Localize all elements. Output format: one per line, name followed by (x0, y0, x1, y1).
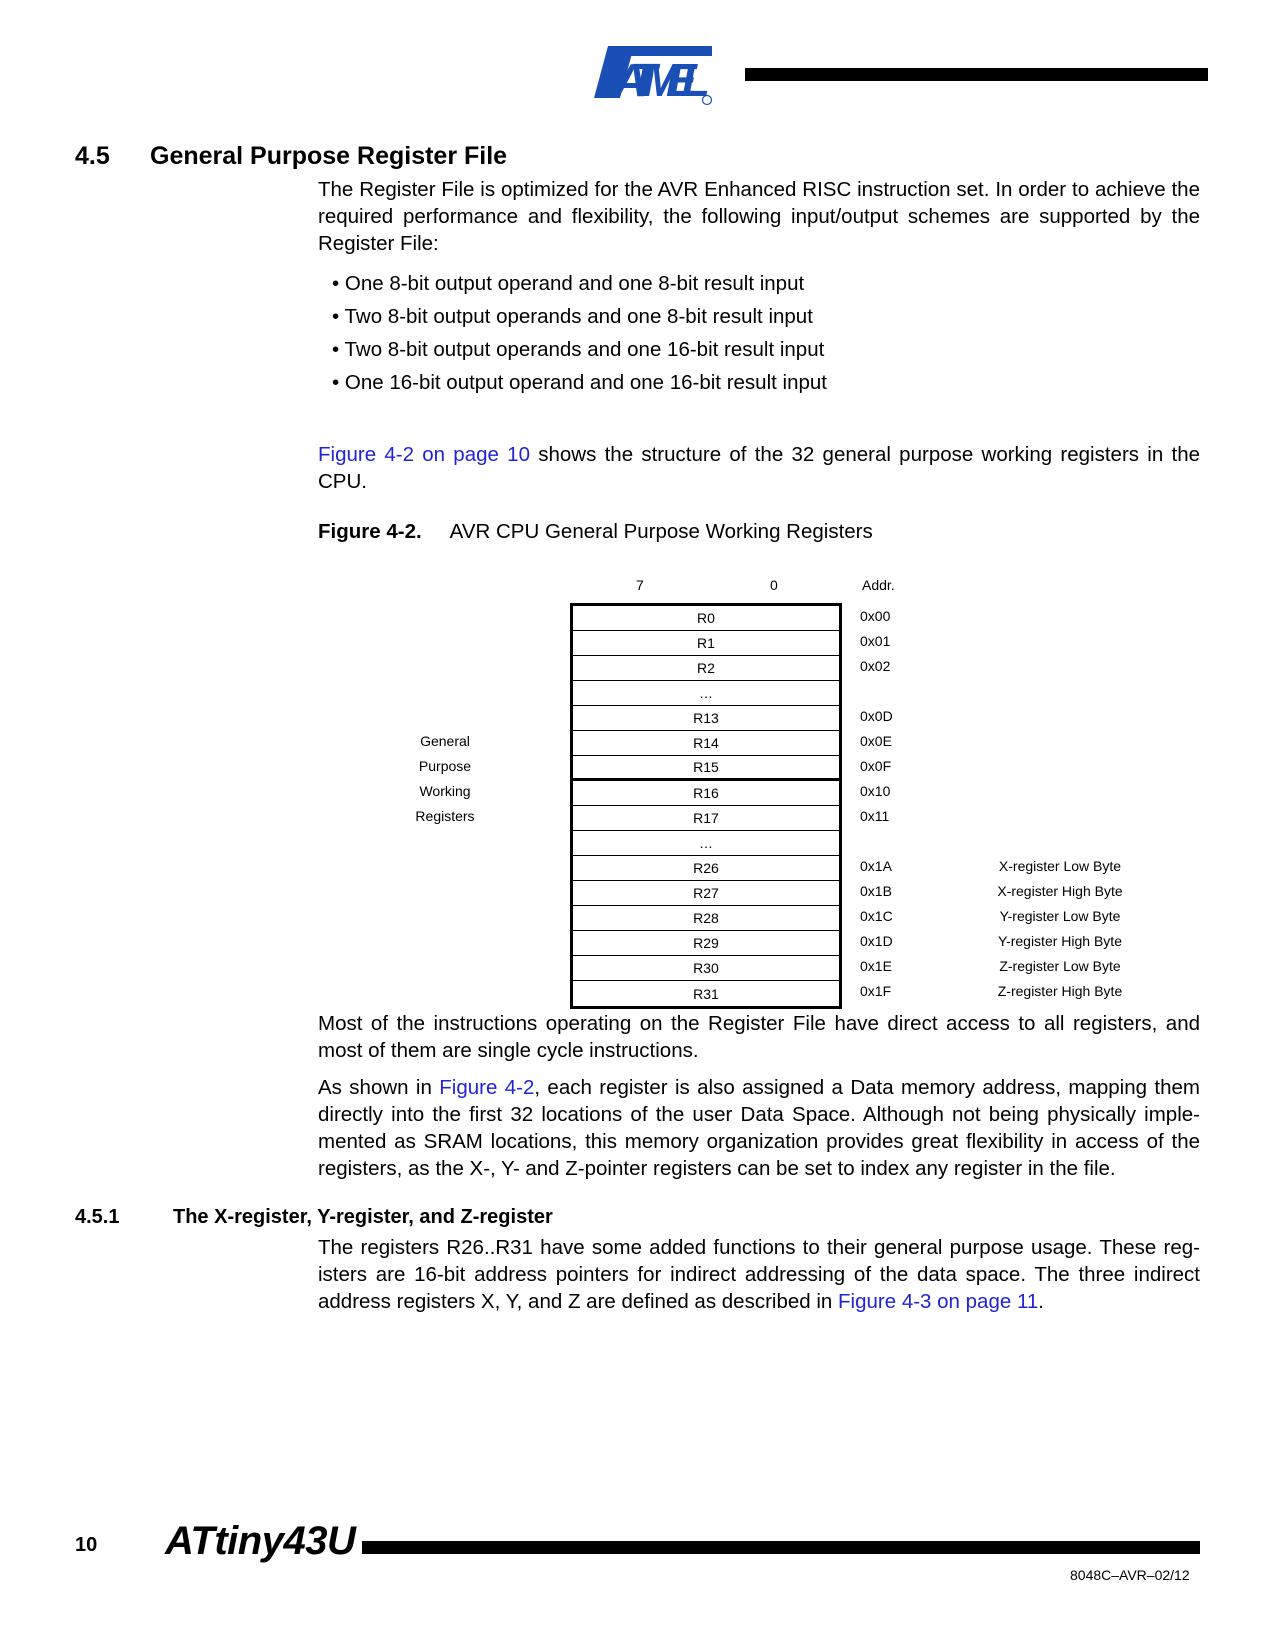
figure-4-2-link[interactable]: Figure 4-2 on page 10 (318, 443, 530, 466)
figure-caption: Figure 4-2. AVR CPU General Purpose Working Registers (318, 520, 873, 543)
bit-low-label: 0 (770, 577, 778, 593)
header-rule (745, 68, 1208, 81)
address-cell: 0x1A (860, 857, 892, 874)
bullet-item: • One 16-bit output operand and one 16-bit result input (332, 371, 827, 394)
address-cell: 0x0D (860, 707, 893, 724)
register-row: R15 (573, 756, 839, 781)
pointer-notes-column (970, 603, 1150, 1003)
pointer-note: Y-register Low Byte (999, 907, 1121, 924)
address-cell: 0x02 (860, 657, 891, 674)
bit-high-label: 7 (636, 577, 644, 593)
figure-4-3-link[interactable]: Figure 4-3 on page 11 (838, 1290, 1039, 1313)
register-row: R14 (573, 731, 839, 756)
register-row: R30 (573, 956, 839, 981)
register-group-label: General Purpose Working Registers (415, 732, 475, 824)
address-cell (860, 828, 920, 853)
section-intro: The Register File is optimized for the AVR Enhanced RISC instruction set. In order to achieve the required performance and flexibility, the following input/output schemes are supported by the Register File: (318, 178, 1200, 255)
logo-text: ATMEL (614, 54, 710, 106)
figure-4-2-link[interactable]: Figure 4-2 (439, 1076, 535, 1099)
pointer-note: Z-register Low Byte (999, 957, 1121, 974)
paragraph-data-memory: As shown in Figure 4-2, each register is also assigned a Data memory address, mapping them directly into the first 32 locations of the user Data Space. Although not being physically imple-mented as SRAM locations, this memory organization provides great flexibility in access of the registers, as the X-, Y- and Z-pointer registers can be set to index any register in the file. (318, 1076, 1200, 1180)
subsection-text: The registers R26..R31 have some added functions to their general purpose usage. These reg-isters are 16-bit address pointers for indirect addressing of the data space. The three indirect address registers X, Y, and Z are defined as described in Figure 4-3 on page 11. (318, 1236, 1200, 1313)
product-name: ATtiny43U (165, 1519, 356, 1563)
pointer-note: X-register High Byte (997, 882, 1123, 899)
document-id: 8048C–AVR–02/12 (1070, 1567, 1190, 1583)
address-column (860, 603, 920, 1003)
figure-reference-paragraph: Figure 4-2 on page 10 shows the structure of the 32 general purpose working registers in the CPU. (318, 443, 1200, 493)
bullet-item: • Two 8-bit output operands and one 8-bit result input (332, 305, 813, 328)
register-table (570, 603, 842, 1009)
address-cell: 0x0E (860, 732, 892, 749)
register-row: R26 (573, 856, 839, 881)
address-cell: 0x10 (860, 782, 891, 799)
address-cell: 0x1D (860, 932, 893, 949)
paragraph-instructions: Most of the instructions operating on the Register File have direct access to all registers, and most of them are single cycle instructions. (318, 1012, 1200, 1062)
register-row: … (573, 681, 839, 706)
pointer-note: Y-register High Byte (998, 932, 1122, 949)
register-row: … (573, 831, 839, 856)
address-cell: 0x0F (860, 757, 892, 774)
address-cell: 0x01 (860, 632, 891, 649)
address-cell: 0x1E (860, 957, 892, 974)
register-row: R27 (573, 881, 839, 906)
register-row: R13 (573, 706, 839, 731)
pointer-note: Z-register High Byte (997, 982, 1123, 999)
register-row: R17 (573, 806, 839, 831)
address-cell: 0x11 (860, 807, 890, 824)
register-row: R1 (573, 631, 839, 656)
pointer-note: X-register Low Byte (998, 857, 1122, 874)
address-cell (860, 678, 920, 703)
atmel-logo (590, 44, 716, 106)
register-row: R31 (693, 985, 719, 1002)
addr-header: Addr. (862, 577, 895, 593)
register-row: R16 (573, 781, 839, 806)
subsection-number: 4.5.1 (75, 1206, 120, 1228)
footer-rule (362, 1541, 1200, 1554)
address-cell: 0x1B (860, 882, 892, 899)
register-row: R2 (573, 656, 839, 681)
register-row: R29 (573, 931, 839, 956)
section-number: 4.5 (75, 142, 110, 170)
bullet-item: • Two 8-bit output operands and one 16-bit result input (332, 338, 825, 361)
subsection-title: The X-register, Y-register, and Z-register (173, 1206, 553, 1228)
bullet-item: • One 8-bit output operand and one 8-bit result input (332, 272, 805, 295)
register-row: R28 (573, 906, 839, 931)
register-row: R0 (573, 606, 839, 631)
page-number: 10 (75, 1534, 98, 1556)
section-title: General Purpose Register File (150, 142, 508, 170)
address-cell: 0x00 (860, 607, 891, 624)
address-cell: 0x1F (860, 982, 892, 999)
address-cell: 0x1C (860, 907, 893, 924)
